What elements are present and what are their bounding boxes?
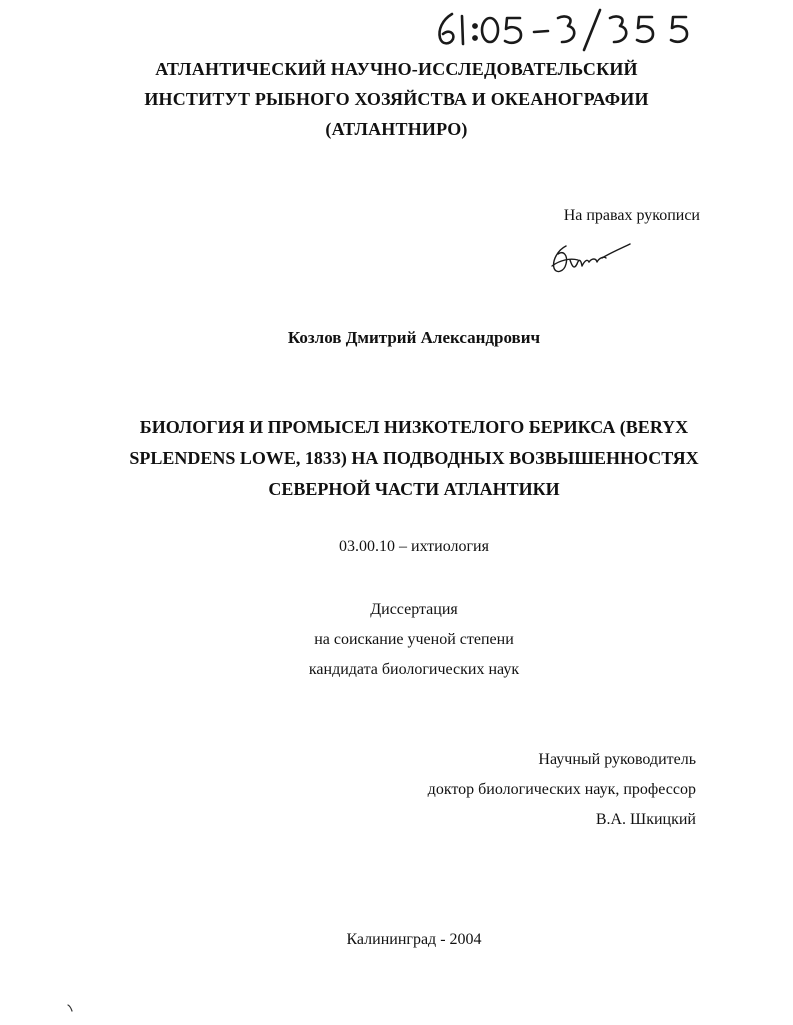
archive-code-drawing [430,4,700,54]
thesis-title [0,412,793,505]
thesis-title-line-1: БИОЛОГИЯ И ПРОМЫСЕЛ НИЗКОТЕЛОГО БЕРИКСА (BERYX [139,417,689,437]
supervisor-role: Научный руководитель [538,751,696,768]
degree-line-3: кандидата биологических наук [308,661,520,678]
thesis-title-line-3: СЕВЕРНОЙ ЧАСТИ АТЛАНТИКИ [268,479,560,499]
signature-icon [544,238,634,278]
handwritten-signature [544,238,634,278]
degree-line-2: на соискание ученой степени [314,631,514,648]
scan-speck-icon [66,1003,76,1013]
scan-speck-mark [66,1003,76,1013]
institution-line-1: АТЛАНТИЧЕСКИЙ НАУЧНО-ИССЛЕДОВАТЕЛЬСКИЙ [155,59,638,79]
author-name: Козлов Дмитрий Александрович [287,328,541,347]
degree-line-1: Диссертация [370,601,458,618]
institution-abbreviation: (АТЛАНТНИРО) [325,119,468,139]
supervisor-credentials: доктор биологических наук, профессор [427,781,696,798]
supervisor-block [380,745,696,835]
institution-line-2: ИНСТИТУТ РЫБНОГО ХОЗЯЙСТВА И ОКЕАНОГРАФИИ [144,89,649,109]
rights-note: На правах рукописи [563,207,700,224]
handwritten-archive-code [430,4,700,54]
institution-header [0,54,793,144]
degree-statement [0,595,793,685]
supervisor-name: В.А. Шкицкий [595,811,696,828]
city-year: Калининград - 2004 [346,931,482,948]
specialty-code: 03.00.10 – ихтиология [339,538,489,555]
thesis-title-line-2: SPLENDENS LOWE, 1833) НА ПОДВОДНЫХ ВОЗВЫШЕННОСТЯХ [129,448,699,468]
